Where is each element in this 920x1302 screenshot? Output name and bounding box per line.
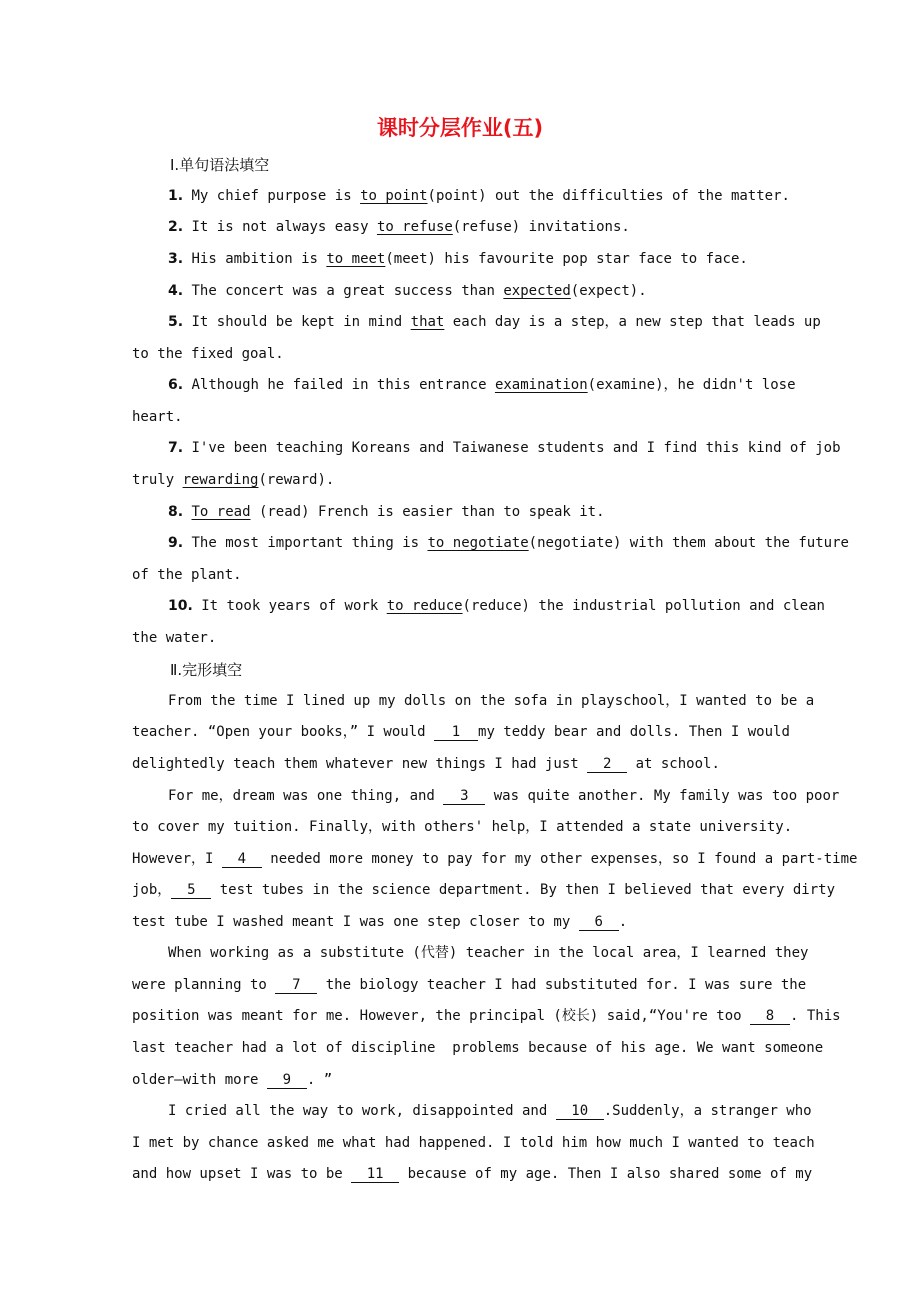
answer: to reduce bbox=[386, 598, 463, 614]
question-6: 6. Although he failed in this entrance examination(examine)，he didn't lose bbox=[168, 377, 796, 393]
passage-line: test tube I washed meant I was one step closer to my 6 . bbox=[132, 914, 628, 930]
cloze-blank-6: 6 bbox=[579, 914, 619, 931]
answer: that bbox=[410, 314, 445, 330]
question-number: 9. bbox=[168, 535, 184, 551]
cloze-blank-5: 5 bbox=[171, 882, 211, 899]
answer: examination bbox=[494, 377, 588, 393]
question-number: 4. bbox=[168, 283, 184, 299]
answer: To read bbox=[191, 504, 251, 520]
question-5: 5. It should be kept in mind that each day is a step，a new step that leads up bbox=[168, 314, 821, 330]
passage-line: were planning to 7 the biology teacher I had substituted for. I was sure the bbox=[132, 977, 807, 993]
question-4: 4. The concert was a great success than expected(expect). bbox=[168, 283, 647, 299]
cloze-blank-10: 10 bbox=[556, 1103, 604, 1120]
question-8: 8. To read (read) French is easier than to speak it. bbox=[168, 504, 605, 520]
section-heading-cloze: Ⅱ.完形填空 bbox=[170, 661, 243, 679]
passage-line: However，I 4 needed more money to pay for my other expenses，so I found a part-time bbox=[132, 851, 858, 867]
passage-line: I cried all the way to work, disappointed and 10 .Suddenly，a stranger who bbox=[168, 1103, 812, 1119]
passage-line: When working as a substitute (代替) teacher in the local area，I learned they bbox=[168, 945, 809, 961]
passage-line: position was meant for me. However, the principal (校长) said,“You're too 8 . This bbox=[132, 1008, 841, 1024]
passage-line: From the time I lined up my dolls on the sofa in playschool，I wanted to be a bbox=[168, 693, 815, 709]
passage-line: teacher. “Open your books，” I would 1 my teddy bear and dolls. Then I would bbox=[132, 724, 790, 740]
cloze-blank-11: 11 bbox=[351, 1166, 399, 1183]
question-9: 9. The most important thing is to negotiate(negotiate) with them about the future bbox=[168, 535, 849, 551]
section-heading-grammar: Ⅰ.单句语法填空 bbox=[170, 156, 270, 174]
cloze-blank-1: 1 bbox=[434, 724, 478, 741]
question-number: 5. bbox=[168, 314, 184, 330]
cloze-blank-2: 2 bbox=[587, 756, 627, 773]
answer: expected bbox=[503, 283, 571, 299]
page-title: 课时分层作业(五) bbox=[376, 116, 544, 140]
passage-line: I met by chance asked me what had happened. I told him how much I wanted to teach bbox=[132, 1135, 815, 1151]
question-number: 2. bbox=[168, 219, 184, 235]
question-7-continued: truly rewarding(reward). bbox=[132, 472, 335, 488]
question-number: 7. bbox=[168, 440, 184, 456]
question-6-continued: heart. bbox=[132, 409, 183, 425]
question-5-continued: to the fixed goal. bbox=[132, 346, 284, 362]
passage-line: to cover my tuition. Finally，with others' help，I attended a state university. bbox=[132, 819, 793, 835]
question-number: 6. bbox=[168, 377, 184, 393]
question-2: 2. It is not always easy to refuse(refuse) invitations. bbox=[168, 219, 630, 235]
answer: to refuse bbox=[376, 219, 453, 235]
question-9-continued: of the plant. bbox=[132, 567, 242, 583]
answer: rewarding bbox=[182, 472, 259, 488]
answer: to meet bbox=[326, 251, 386, 267]
passage-line: and how upset I was to be 11 because of my age. Then I also shared some of my bbox=[132, 1166, 813, 1182]
passage-line: older—with more 9 . ” bbox=[132, 1072, 333, 1088]
question-10: 10. It took years of work to reduce(reduce) the industrial pollution and clean bbox=[168, 598, 825, 614]
answer: to point bbox=[360, 188, 428, 204]
cloze-blank-3: 3 bbox=[443, 788, 485, 805]
passage-line: last teacher had a lot of discipline problems because of his age. We want someone bbox=[132, 1040, 824, 1056]
cloze-blank-4: 4 bbox=[222, 851, 262, 868]
passage-line: For me，dream was one thing, and 3 was quite another. My family was too poor bbox=[168, 788, 840, 804]
question-number: 8. bbox=[168, 504, 184, 520]
cloze-blank-9: 9 bbox=[267, 1072, 307, 1089]
cloze-blank-7: 7 bbox=[275, 977, 317, 994]
question-7: 7. I've been teaching Koreans and Taiwanese students and I find this kind of job bbox=[168, 440, 841, 456]
question-1: 1. My chief purpose is to point(point) out the difficulties of the matter. bbox=[168, 188, 790, 204]
question-number: 3. bbox=[168, 251, 184, 267]
question-number: 10. bbox=[168, 598, 193, 614]
question-10-continued: the water. bbox=[132, 630, 217, 646]
question-3: 3. His ambition is to meet(meet) his favourite pop star face to face. bbox=[168, 251, 748, 267]
answer: to negotiate bbox=[427, 535, 529, 551]
question-number: 1. bbox=[168, 188, 184, 204]
cloze-blank-8: 8 bbox=[750, 1008, 790, 1025]
passage-line: delightedly teach them whatever new things I had just 2 at school. bbox=[132, 756, 720, 772]
passage-line: job， 5 test tubes in the science department. By then I believed that every dirty bbox=[132, 882, 836, 898]
